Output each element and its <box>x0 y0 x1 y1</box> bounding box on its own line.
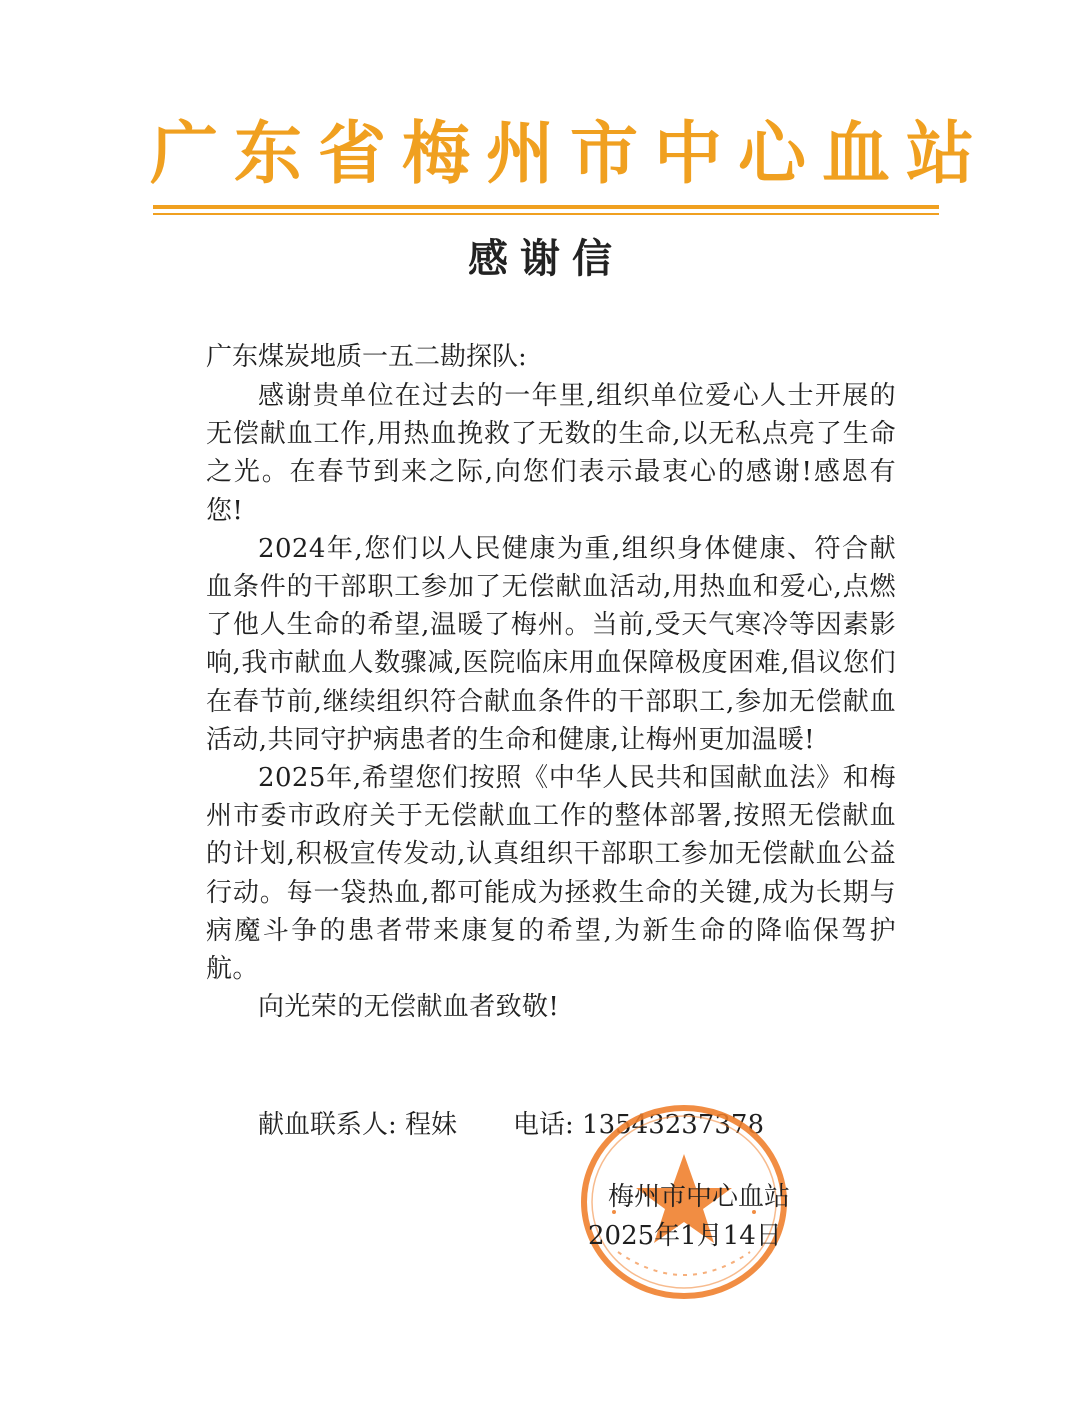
document-title: 感谢信 <box>468 236 624 282</box>
salutation: 广东煤炭地质一五二勘探队: <box>206 342 527 372</box>
letterhead-rule <box>153 205 939 209</box>
letter-body <box>206 377 896 1026</box>
letterhead-rule-thin <box>153 213 939 215</box>
contact-phone: 电话: 13543237378 <box>513 1110 765 1140</box>
letterhead-organization: 广东省梅州市中心血站 <box>150 115 991 194</box>
paragraph-gratitude: 感谢贵单位在过去的一年里,组织单位爱心人士开展的无偿献血工作,用热血挽救了无数的生命,以无私点亮了生命之光。在春节到来之际,向您们表示最衷心的感谢!感恩有您! <box>206 381 896 526</box>
contact-person: 献血联系人: 程妹 <box>258 1110 458 1140</box>
paragraph-salute: 向光荣的无偿献血者致敬! <box>258 992 560 1023</box>
paragraph-2025: 2025年,希望您们按照《中华人民共和国献血法》和梅州市委市政府关于无偿献血工作的整体部署,按照无偿献血的计划,积极宣传发动,认真组织干部职工参加无偿献血公益行动。每一袋热血,都可能成为拯救生命的关键,成为长期与病魔斗争的患者带来康复的希望,为新生命的降临保驾护航。 <box>206 763 896 985</box>
signature-date: 2025年1月14日 <box>588 1221 782 1251</box>
paragraph-2024: 2024年,您们以人民健康为重,组织身体健康、符合献血条件的干部职工参加了无偿献血活动,用热血和爱心,点燃了他人生命的希望,温暖了梅州。当前,受天气寒冷等因素影响,我市献血人数骤减,医院临床用血保障极度困难,倡议您们在春节前,继续组织符合献血条件的干部职工,参加无偿献血活动,共同守护病患者的生命和健康,让梅州更加温暖! <box>206 533 896 755</box>
signature-organization: 梅州市中心血站 <box>608 1182 791 1212</box>
